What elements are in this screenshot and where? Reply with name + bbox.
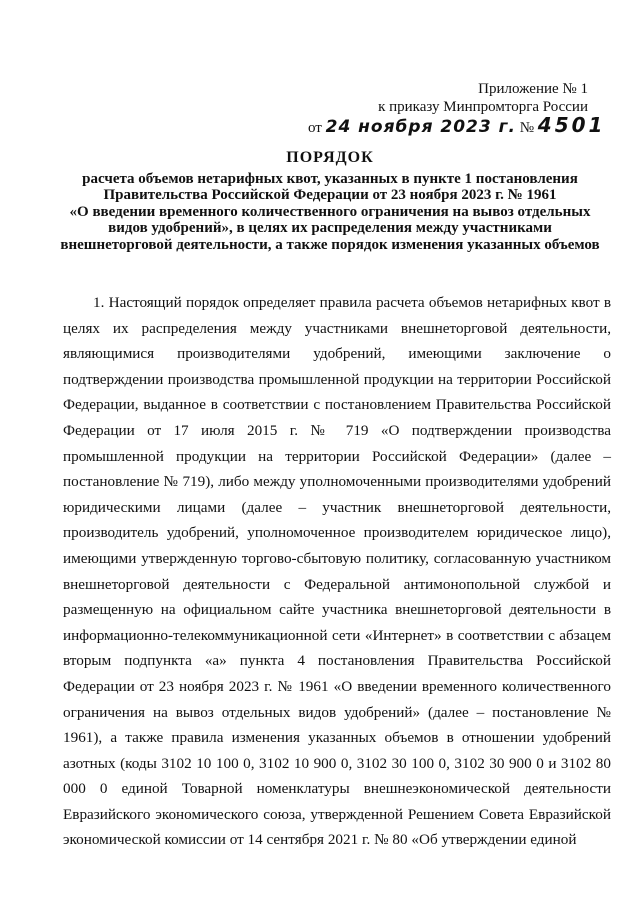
title-line: внешнеторговой деятельности, а также порядок изменения указанных объемов: [60, 236, 600, 253]
handwritten-date: 24 ноября 2023 г.: [325, 117, 516, 137]
appendix-header: [308, 80, 606, 137]
from-label: от: [308, 120, 322, 136]
title-main: ПОРЯДОК: [286, 149, 374, 166]
handwritten-number: 4501: [537, 113, 606, 137]
document-title: [40, 150, 620, 253]
document-body: [63, 290, 611, 853]
title-line: видов удобрений», в целях их распределения между участниками: [108, 220, 552, 236]
paragraph-1: 1. Настоящий порядок определяет правила расчета объемов нетарифных квот в целях их распределения между участниками внешнеторговой деятельности, являющимися производителями удобрений, имеющими заключение о подтверждении производства промышленной продукции на территории Российской Федерации, выданное в соответствии с постановлением Правительства Российской Федерации от 17 июля 2015 г. № 719 «О подтверждении производства промышленной продукции на территории Российской Федерации» (далее – постановление № 719), либо между уполномоченными производителями удобрений юридическими лицами (далее – участник внешнеторговой деятельности, производитель удобрений, уполномоченное производителем юридическое лицо), имеющими утвержденную торгово-сбытовую политику, согласованную участником внешнеторговой деятельности с Федеральной антимонопольной службой и размещенную на официальном сайте участника внешнеторговой деятельности в информационно-телекоммуникационной сети «Интернет» в соответствии с абзацем вторым подпункта «а» пункта 4 постановления Правительства Российской Федерации от 23 ноября 2023 г. № 1961 «О введении временного количественного ограничения на вывоз отдельных видов удобрений» (далее – постановление № 1961), а также правила изменения указанных объемов в отношении удобрений азотных (коды 3102 10 100 0, 3102 10 900 0, 3102 30 100 0, 3102 30 900 0 и 3102 80 000 0 единой Товарной номенклатуры внешнеэкономической деятельности Евразийского экономического союза, утвержденной Решением Совета Евразийской экономической комиссии от 14 сентября 2021 г. № 80 «Об утверждении единой: [63, 294, 611, 849]
title-line: «О введении временного количественного ограничения на вывоз отдельных: [69, 203, 591, 220]
number-label: №: [519, 120, 535, 136]
appendix-order-ref: к приказу Минпромторга России: [378, 99, 588, 115]
title-line: расчета объемов нетарифных квот, указанных в пункте 1 постановления: [82, 170, 578, 187]
appendix-date-number-line: [308, 113, 606, 137]
appendix-title: Приложение № 1: [478, 81, 588, 97]
title-line: Правительства Российской Федерации от 23 ноября 2023 г. № 1961: [103, 187, 557, 203]
